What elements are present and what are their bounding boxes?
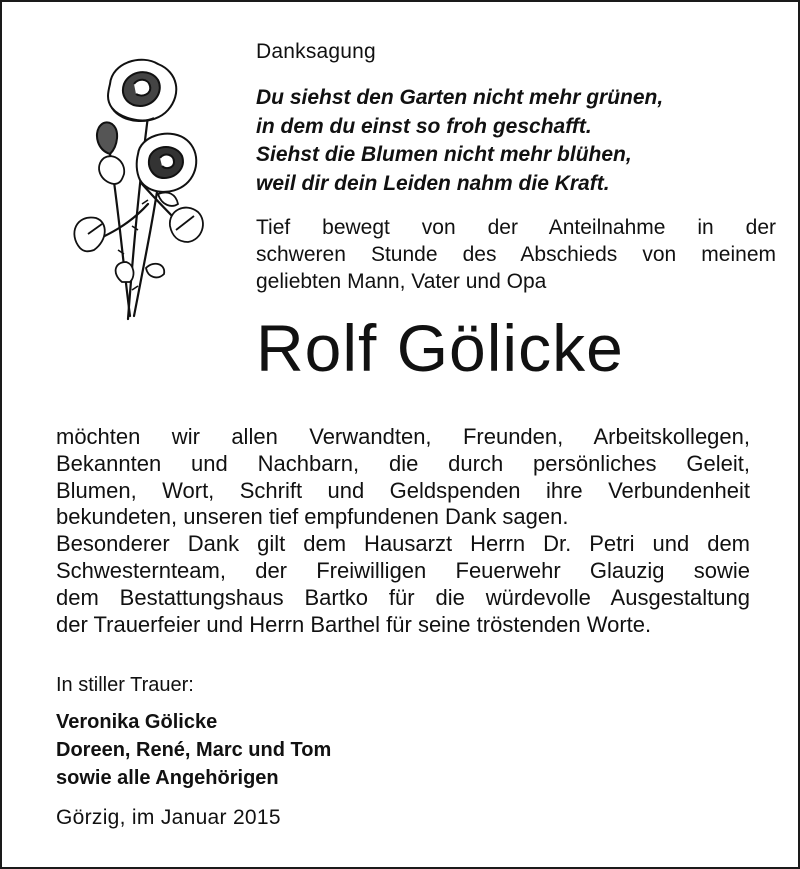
mourning-label: In stiller Trauer: xyxy=(56,674,194,696)
body-line: Schwesternteam, der Freiwilligen Feuerwehr Glauzig sowie xyxy=(56,557,750,583)
body-line: Blumen, Wort, Schrift und Geldspenden ihre Verbundenheit xyxy=(56,477,750,503)
body-line: dem Bestattungshaus Bartko für die würdevolle Ausgestaltung xyxy=(56,584,750,610)
poem-line: in dem du einst so froh geschafft. xyxy=(256,114,592,138)
rose-bouquet-icon xyxy=(50,54,230,326)
intro-text xyxy=(256,214,776,295)
intro-line: geliebten Mann, Vater und Opa xyxy=(256,270,547,293)
body-line: bekundeten, unseren tief empfundenen Dank sagen. xyxy=(56,504,569,530)
poem-line: weil dir dein Leiden nahm die Kraft. xyxy=(256,171,610,195)
thanks-text xyxy=(56,424,750,638)
poem xyxy=(256,84,776,198)
signers xyxy=(56,708,331,792)
poem-line: Siehst die Blumen nicht mehr blühen, xyxy=(256,143,632,166)
body-line: der Trauerfeier und Herrn Barthel für seine tröstenden Worte. xyxy=(56,611,652,637)
poem-line: Du siehst den Garten nicht mehr grünen, xyxy=(256,86,664,109)
signer-line: Doreen, René, Marc und Tom xyxy=(56,739,332,761)
signer-line: Veronika Gölicke xyxy=(56,711,218,733)
body-line: Bekannten und Nachbarn, die durch persönliches Geleit, xyxy=(56,450,750,476)
heading: Danksagung xyxy=(256,40,376,63)
intro-line: Tief bewegt von der Anteilnahme in der xyxy=(256,216,776,239)
intro-line: schweren Stunde des Abschieds von meinem xyxy=(256,243,776,266)
signer-line: sowie alle Angehörigen xyxy=(56,767,279,789)
deceased-name: Rolf Gölicke xyxy=(256,311,624,385)
place-date: Görzig, im Januar 2015 xyxy=(56,806,281,829)
body-line: möchten wir allen Verwandten, Freunden, Arbeitskollegen, xyxy=(56,424,750,449)
body-line: Besonderer Dank gilt dem Hausarzt Herrn Dr. Petri und dem xyxy=(56,531,750,557)
